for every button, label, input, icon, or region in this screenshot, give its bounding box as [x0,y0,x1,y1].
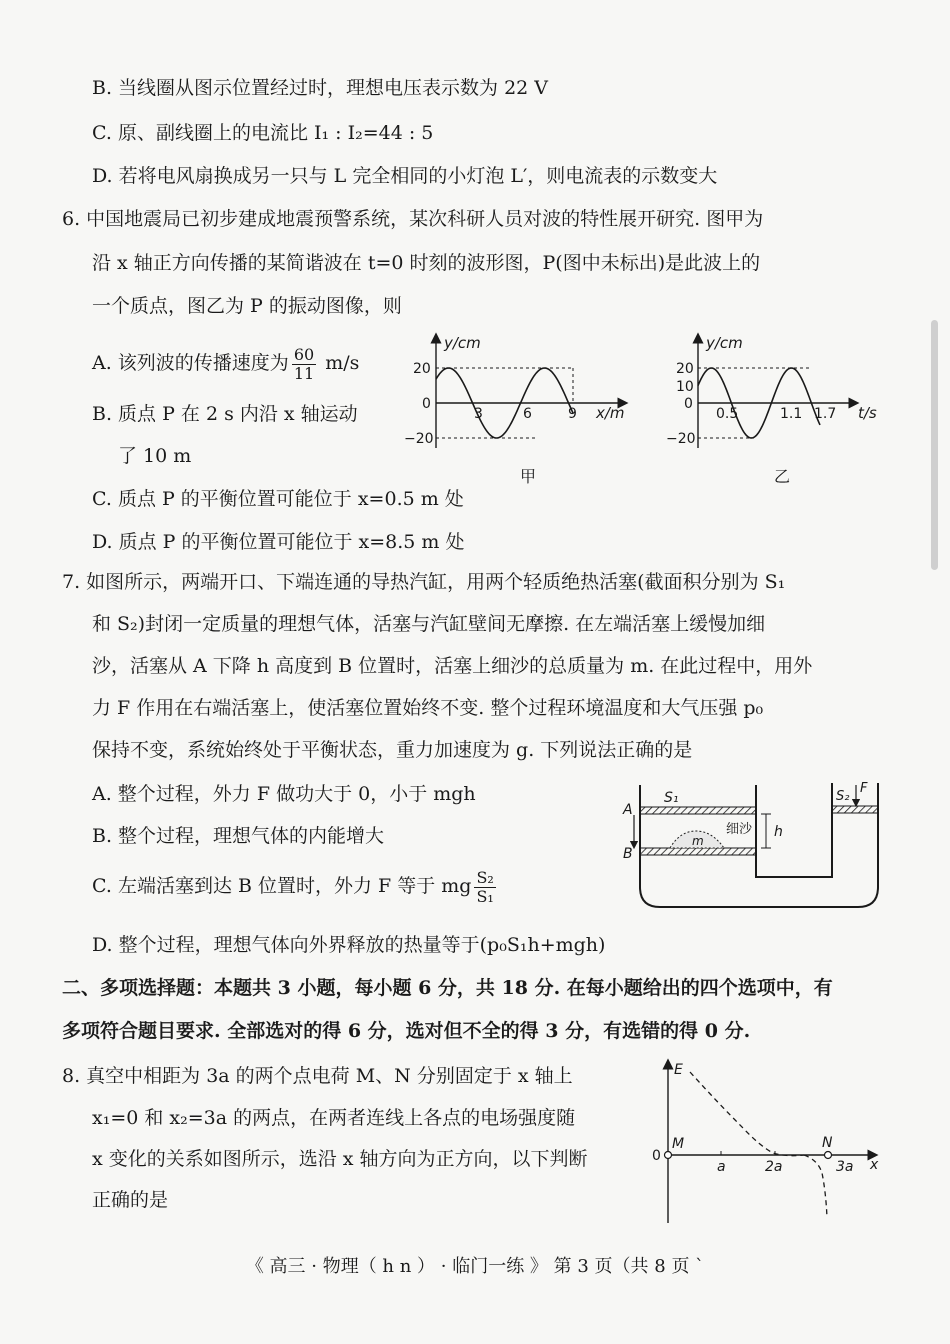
label-a: A [623,802,633,818]
yi-xlabel: t/s [858,404,877,422]
piston-s2 [832,806,878,813]
q5-option-c: C. 原、副线圈上的电流比 I₁ : I₂=44 : 5 [92,122,434,144]
page-footer: 《 高三 · 物理（ h n ） · 临门一练 》 第 3 页（共 8 页 ` [245,1256,705,1277]
q7-option-c-text: C. 左端活塞到达 B 位置时，外力 F 等于 mg [92,875,472,897]
label-sand: 细沙 [726,822,753,837]
q7-stem-line2: 和 S₂)封闭一定质量的理想气体，活塞与汽缸壁间无摩擦. 在左端活塞上缓慢加细 [92,613,766,635]
q8-stem-line4: 正确的是 [92,1189,169,1211]
jia-ytick-0: 0 [422,396,431,412]
e-curve-left [690,1072,804,1156]
label-m-charge: M [672,1136,685,1152]
label-b: B [623,846,633,862]
piston-s1-b [640,848,756,855]
jia-xtick-6: 6 [523,406,532,422]
label-h: h [774,824,783,840]
label-e: E [674,1062,683,1078]
wave-graph-jia [398,330,638,490]
charge-m [665,1152,672,1159]
label-n-charge: N [822,1135,833,1151]
jia-xtick-3: 3 [474,406,483,422]
q6-option-a [92,341,359,385]
label-m: m [692,834,704,848]
q7-stem-line3: 沙，活塞从 A 下降 h 高度到 B 位置时，活塞上细沙的总质量为 m. 在此过程中，用外 [92,655,813,677]
q7-option-c [92,864,499,908]
label-a-tick: a [717,1159,726,1175]
q6-option-b-line1: B. 质点 P 在 2 s 内沿 x 轴运动 [92,403,358,425]
label-origin: 0 [652,1148,661,1164]
q5-option-d: D. 若将电风扇换成另一只与 L 完全相同的小灯泡 L′，则电流表的示数变大 [92,165,718,187]
jia-ylabel: y/cm [444,334,481,352]
section2-line1: 二、多项选择题：本题共 3 小题，每小题 6 分，共 18 分. 在每小题给出的四个选项中，有 [62,977,833,999]
q7-option-d: D. 整个过程，理想气体向外界释放的热量等于(p₀S₁h+mgh) [92,934,606,956]
q7-stem-line1: 7. 如图所示，两端开口、下端连通的导热汽缸，用两个轻质绝热活塞(截面积分别为 S₁ [62,571,786,593]
yi-ytick-neg20: −20 [666,431,696,447]
jia-xtick-9: 9 [568,406,577,422]
q6-option-b-line2: 了 10 m [118,445,192,467]
q7-option-c-den: S₁ [476,886,494,906]
q7-option-a: A. 整个过程，外力 F 做功大于 0，小于 mgh [92,783,476,805]
section2-line2: 多项符合题目要求. 全部选对的得 6 分，选对但不全的得 3 分，有选错的得 0 分. [62,1020,751,1042]
q6-option-a-unit: m/s [325,352,360,374]
q6-option-a-fraction [292,346,316,383]
scrollbar-thumb[interactable] [931,320,938,570]
label-3a-tick: 3a [836,1159,854,1175]
efield-graph [648,1058,888,1228]
cylinder-diagram [620,775,890,915]
label-x-axis: x [870,1157,879,1173]
charge-n [825,1152,832,1159]
q7-stem-line5: 保持不变，系统始终处于平衡状态，重力加速度为 g. 下列说法正确的是 [92,739,693,761]
jia-caption: 甲 [520,467,537,486]
piston-s1-a [640,807,756,814]
q8-stem-line1: 8. 真空中相距为 3a 的两个点电荷 M、N 分别固定于 x 轴上 [62,1065,573,1087]
yi-ytick-0: 0 [684,396,693,412]
yi-xtick-1.7: 1.7 [814,406,837,422]
label-s1: S₁ [664,790,679,806]
q6-option-a-den: 11 [293,363,315,383]
yi-caption: 乙 [774,467,791,486]
q5-option-b: B. 当线圈从图示位置经过时，理想电压表示数为 22 V [92,77,549,99]
q6-option-d: D. 质点 P 的平衡位置可能位于 x=8.5 m 处 [92,531,465,553]
label-2a-tick: 2a [765,1159,783,1175]
label-f: F [860,781,868,796]
yi-xtick-0.5: 0.5 [716,406,739,422]
q6-option-c: C. 质点 P 的平衡位置可能位于 x=0.5 m 处 [92,488,464,510]
q8-stem-line3: x 变化的关系如图所示，选沿 x 轴方向为正方向，以下判断 [92,1148,588,1170]
q6-stem-line1: 6. 中国地震局已初步建成地震预警系统，某次科研人员对波的特性展开研究. 图甲为 [62,208,764,230]
jia-ytick-20: 20 [413,361,431,377]
yi-ylabel: y/cm [706,334,743,352]
q7-option-b: B. 整个过程，理想气体的内能增大 [92,825,385,847]
q6-stem-line2: 沿 x 轴正方向传播的某简谐波在 t=0 时刻的波形图，P(图中未标出)是此波上的 [92,252,761,274]
e-curve-right [804,1155,827,1218]
jia-xlabel: x/m [596,404,625,422]
q7-option-c-fraction [474,869,495,906]
q6-option-a-num: 60 [293,344,315,364]
yi-ytick-10: 10 [676,379,694,395]
q7-stem-line4: 力 F 作用在右端活塞上，使活塞位置始终不变. 整个过程环境温度和大气压强 p₀ [92,697,764,719]
yi-ytick-20: 20 [676,361,694,377]
vibration-graph-yi [662,330,892,490]
q6-stem-line3: 一个质点，图乙为 P 的振动图像，则 [92,295,402,317]
scrollbar-track[interactable] [930,0,940,1290]
q6-option-a-text: A. 该列波的传播速度为 [92,352,289,374]
q7-option-c-num: S₂ [476,867,494,887]
yi-xtick-1.1: 1.1 [780,406,803,422]
jia-ytick-neg20: −20 [404,431,434,447]
label-s2: S₂ [836,789,850,804]
q8-stem-line2: x₁=0 和 x₂=3a 的两点，在两者连线上各点的电场强度随 [92,1107,576,1129]
